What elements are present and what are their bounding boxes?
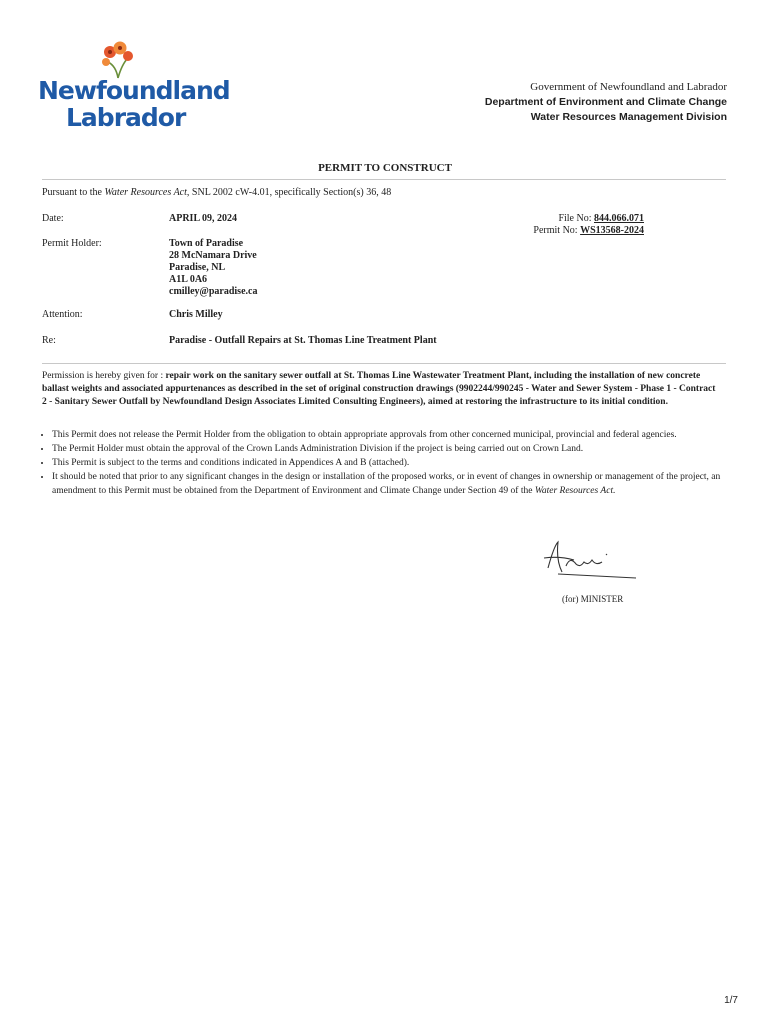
division-name: Water Resources Management Division xyxy=(530,111,727,123)
holder-line: Town of Paradise xyxy=(169,238,244,249)
signature-image xyxy=(540,536,640,586)
pursuant-suffix: , SNL 2002 cW-4.01, specifically Section(s) 36, 48 xyxy=(186,187,392,198)
logo-text-labrador: Labrador xyxy=(66,103,186,132)
act-name: Water Resources Act. xyxy=(534,486,616,496)
department-header xyxy=(485,80,727,125)
permission-body: repair work on the sanitary sewer outfall at St. Thomas Line Wastewater Treatment Plant, including the installation of new concrete ballast weights and associated appurtenances as described in the set of original construction drawings (9902244/990245 - Water and Sewer System - Phase 1 - Contract 2 - Sanitary Sewer Outfall by Newfoundland Design Associates Limited Consulting Engineers), aimed at restoring the infrastructure to its initial condition. xyxy=(42,371,716,407)
pursuant-prefix: Pursuant to the xyxy=(42,187,105,198)
permit-number: WS13568-2024 xyxy=(580,225,644,236)
file-number-label: File No: xyxy=(558,213,594,224)
signature-caption: (for) MINISTER xyxy=(562,594,624,604)
condition-text: It should be noted that prior to any significant changes in the design or installation of the proposed works, or in event of changes in ownership or management of the project, an amendment to this Permit must be obtained from the Department of Environment and Climate Change under Section 49 of the xyxy=(52,472,721,496)
permit-number-label: Permit No: xyxy=(533,225,581,236)
government-logo xyxy=(38,40,230,132)
page-number: 1/7 xyxy=(724,995,738,1006)
pursuant-line xyxy=(42,187,391,198)
date-value: APRIL 09, 2024 xyxy=(169,213,238,224)
re-value: Paradise - Outfall Repairs at St. Thomas Line Treatment Plant xyxy=(169,335,437,346)
conditions-list xyxy=(42,428,732,498)
holder-line: A1L 0A6 xyxy=(169,274,208,285)
holder-line: 28 McNamara Drive xyxy=(169,250,257,261)
government-name: Government of Newfoundland and Labrador xyxy=(530,81,727,93)
condition-item xyxy=(52,470,732,498)
divider xyxy=(42,179,726,180)
pitcher-plant-icon xyxy=(98,40,138,80)
file-number-row xyxy=(533,213,644,225)
logo-text-newfoundland: Newfoundland xyxy=(38,76,230,105)
re-label: Re: xyxy=(42,335,56,346)
condition-item: • This Permit does not release the Permit Holder from the obligation to obtain appropriate approvals from other concerned municipal, provincial and federal agencies. xyxy=(52,428,732,442)
holder-email: cmilley@paradise.ca xyxy=(169,286,258,297)
permission-prefix: Permission is hereby given for : xyxy=(42,371,166,381)
permit-holder-address xyxy=(169,238,257,298)
department-name: Department of Environment and Climate Change xyxy=(484,96,727,108)
date-label: Date: xyxy=(42,213,64,224)
holder-line: Paradise, NL xyxy=(169,262,226,273)
condition-item: • The Permit Holder must obtain the approval of the Crown Lands Administration Division if the project is being carried out on Crown Land. xyxy=(52,442,732,456)
permit-holder-label: Permit Holder: xyxy=(42,238,102,249)
condition-item: • This Permit is subject to the terms and conditions indicated in Appendices A and B (attached). xyxy=(52,456,732,470)
attention-label: Attention: xyxy=(42,309,83,320)
permission-paragraph xyxy=(42,370,722,409)
document-title: PERMIT TO CONSTRUCT xyxy=(318,162,452,174)
divider xyxy=(42,363,726,364)
permit-number-row xyxy=(533,225,644,237)
attention-value: Chris Milley xyxy=(169,309,223,320)
file-number: 844.066.071 xyxy=(594,213,644,224)
file-info xyxy=(533,213,644,237)
act-name: Water Resources Act xyxy=(104,187,187,198)
